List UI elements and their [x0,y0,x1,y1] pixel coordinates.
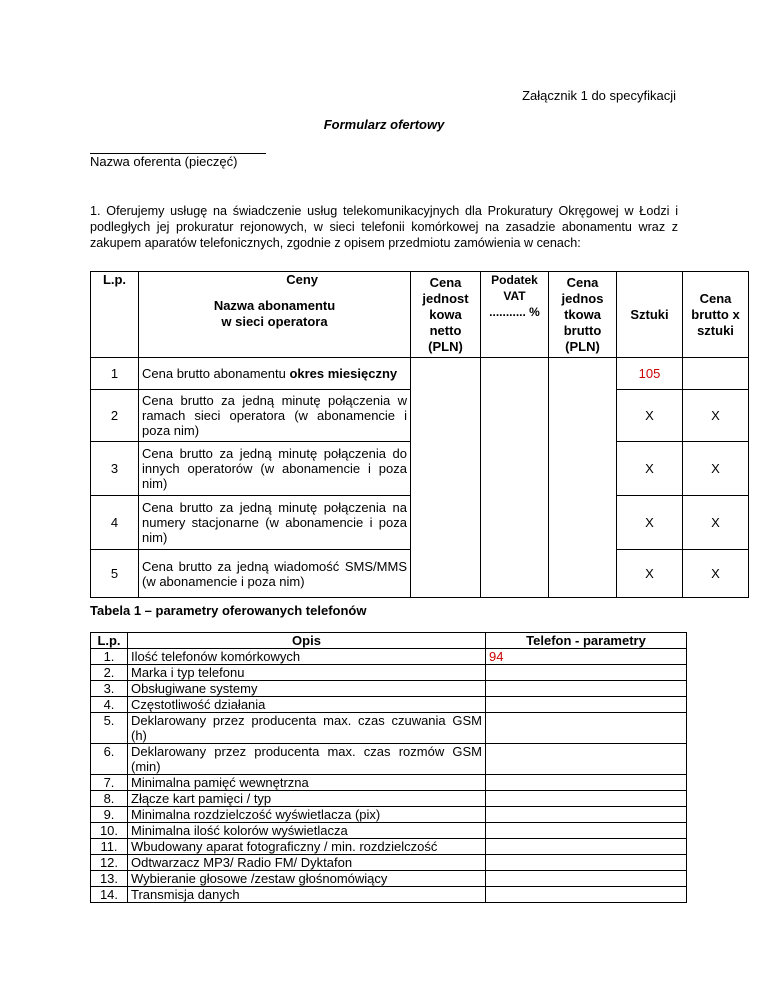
row-opis: Marka i typ telefonu [128,665,486,681]
row-lp: 11. [91,839,128,855]
row-opis: Transmisja danych [128,887,486,903]
brutto-cell[interactable] [549,358,617,390]
netto-cell[interactable] [411,550,481,598]
header-ceny: Ceny [286,272,318,287]
row-description: Cena brutto za jedną minutę połączenia w ramach sieci operatora (w abonamencie i poza nim) [139,390,411,442]
row-lp: 5. [91,713,128,744]
offer-row [91,358,749,390]
header-ceny-nazwa [139,272,411,358]
row-lp: 2. [91,665,128,681]
phones-row [91,665,687,681]
phones-row [91,791,687,807]
row-opis: Złącze kart pamięci / typ [128,791,486,807]
row-description: Cena brutto abonamentu okres miesięczny [139,358,411,390]
phones-row [91,823,687,839]
row-lp: 2 [91,390,139,442]
phones-row [91,887,687,903]
total-value: X [683,390,749,442]
netto-cell[interactable] [411,358,481,390]
phones-row [91,807,687,823]
row-lp: 10. [91,823,128,839]
phones-row [91,744,687,775]
quantity-value: X [617,390,683,442]
row-value[interactable] [486,871,687,887]
row-value[interactable] [486,823,687,839]
row-lp: 13. [91,871,128,887]
header-vat: Podatek VAT ........... % [481,272,549,358]
total-value: X [683,550,749,598]
offer-table [90,271,749,598]
phones-table [90,632,687,903]
row-value[interactable] [486,665,687,681]
row-opis: Ilość telefonów komórkowych [128,649,486,665]
row-value[interactable] [486,855,687,871]
row-opis: Minimalna rozdzielczość wyświetlacza (pix) [128,807,486,823]
intro-paragraph: 1. Oferujemy usługę na świadczenie usług telekomunikacyjnych dla Prokuratury Okręgowej w Łodzi i podległych jej prokuratur rejonowych, w sieci telefonii komórkowej na zasadzie abonamentu wraz z zakupem aparatów telefonicznych, zgodnie z opisem przedmiotu zamówienia w cenach: [90,204,678,250]
total-value: X [683,442,749,496]
row-lp: 6. [91,744,128,775]
row-value[interactable] [486,681,687,697]
vat-cell[interactable] [481,442,549,496]
row-opis: Wybieranie głosowe /zestaw głośnomówiący [128,871,486,887]
row-opis: Minimalna ilość kolorów wyświetlacza [128,823,486,839]
vat-cell[interactable] [481,496,549,550]
header-nazwa: Nazwa abonamentu w sieci operatora [213,298,336,329]
netto-cell[interactable] [411,390,481,442]
row-value[interactable] [486,744,687,775]
row-opis: Minimalna pamięć wewnętrzna [128,775,486,791]
row-opis: Częstotliwość działania [128,697,486,713]
row-lp: 14. [91,887,128,903]
row-opis: Obsługiwane systemy [128,681,486,697]
phones-row [91,697,687,713]
offer-row [91,496,749,550]
offer-row [91,550,749,598]
row-lp: 3 [91,442,139,496]
row-lp: 4 [91,496,139,550]
row-lp: 1. [91,649,128,665]
row-opis: Deklarowany przez producenta max. czas czuwania GSM (h) [128,713,486,744]
phones-row [91,649,687,665]
row-value[interactable] [486,713,687,744]
phones-row [91,839,687,855]
total-value: X [683,496,749,550]
phones-row [91,681,687,697]
row-value[interactable] [486,887,687,903]
header-netto: Cena jednost kowa netto (PLN) [411,272,481,358]
stamp-label: Nazwa oferenta (pieczęć) [90,154,238,169]
quantity-value: X [617,442,683,496]
row-opis: Wbudowany aparat fotograficzny / min. rozdzielczość [128,839,486,855]
brutto-cell[interactable] [549,442,617,496]
phones-row [91,775,687,791]
phones-row [91,855,687,871]
vat-cell[interactable] [481,550,549,598]
row-value: 94 [486,649,687,665]
header-lp: L.p. [91,633,128,649]
offer-row [91,442,749,496]
phones-row [91,713,687,744]
header-param: Telefon - parametry [486,633,687,649]
vat-cell[interactable] [481,390,549,442]
row-value[interactable] [486,791,687,807]
header-opis: Opis [128,633,486,649]
quantity-value: X [617,496,683,550]
header-brutto: Cena jednos tkowa brutto (PLN) [549,272,617,358]
offer-header-row [91,272,749,358]
row-lp: 12. [91,855,128,871]
total-cell[interactable] [683,358,749,390]
row-description: Cena brutto za jedną wiadomość SMS/MMS (w abonamencie i poza nim) [139,550,411,598]
brutto-cell[interactable] [549,496,617,550]
row-value[interactable] [486,697,687,713]
row-value[interactable] [486,775,687,791]
phones-row [91,871,687,887]
row-lp: 1 [91,358,139,390]
annex-label: Załącznik 1 do specyfikacji [522,88,676,103]
header-lp: L.p. [91,272,139,358]
row-description: Cena brutto za jedną minutę połączenia na numery stacjonarne (w abonamencie i poza nim) [139,496,411,550]
vat-cell[interactable] [481,358,549,390]
row-lp: 7. [91,775,128,791]
header-total: Cena brutto x sztuki [683,272,749,358]
row-lp: 8. [91,791,128,807]
row-description: Cena brutto za jedną minutę połączenia do innych operatorów (w abonamencie i poza nim) [139,442,411,496]
row-lp: 3. [91,681,128,697]
row-opis: Odtwarzacz MP3/ Radio FM/ Dyktafon [128,855,486,871]
netto-cell[interactable] [411,496,481,550]
phones-header-row [91,633,687,649]
row-lp: 5 [91,550,139,598]
offer-row [91,390,749,442]
row-value[interactable] [486,839,687,855]
quantity-value: X [617,550,683,598]
form-title: Formularz ofertowy [323,117,445,132]
brutto-cell[interactable] [549,550,617,598]
row-lp: 4. [91,697,128,713]
row-lp: 9. [91,807,128,823]
header-sztuki: Sztuki [617,272,683,358]
brutto-cell[interactable] [549,390,617,442]
quantity-value: 105 [617,358,683,390]
netto-cell[interactable] [411,442,481,496]
phones-table-caption: Tabela 1 – parametry oferowanych telefonów [90,603,367,618]
row-value[interactable] [486,807,687,823]
row-opis: Deklarowany przez producenta max. czas rozmów GSM (min) [128,744,486,775]
